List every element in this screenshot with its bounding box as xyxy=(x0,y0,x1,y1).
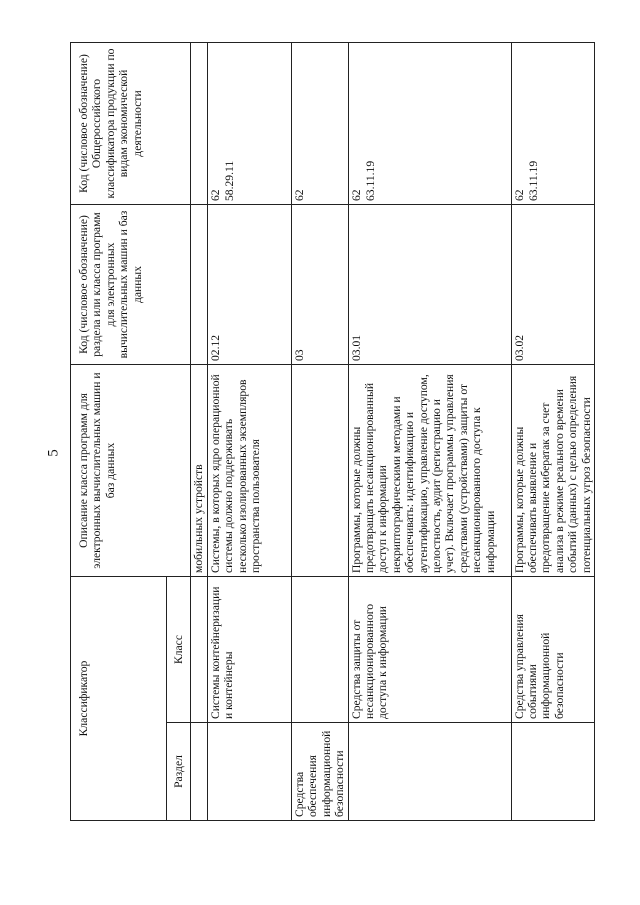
cell-class xyxy=(191,577,208,723)
cell-class-code: 03.01 xyxy=(348,205,511,365)
cell-class xyxy=(292,577,349,723)
header-okpd-code: Код (числовое обозначение) Общероссийского классификатора продукции по видам экономической деятельности xyxy=(71,43,191,205)
cell-description: Программы, которые должны предотвращать несанкционированный доступ к информации некриптографическими методами и обеспечивать: идентификацию и аутентификацию, управление доступом, целостность, аудит (регистрацию и учет). Включает программы управления средствами (устройствами) защиты от несанкционированного доступа к информации xyxy=(348,365,511,577)
header-classifier: Классификатор xyxy=(71,577,167,821)
cell-description: Программы, которые должны обеспечивать выявление и предотвращение кибератак за счет анализа в режиме реального времени событий (данных) с целью определения потенциальных угроз безопасности xyxy=(511,365,594,577)
okpd-code: 63.11.19 xyxy=(526,160,540,201)
okpd-code: 63.11.19 xyxy=(363,160,377,201)
okpd-code: 62 xyxy=(293,189,306,201)
cell-section xyxy=(208,723,292,821)
cell-okpd xyxy=(191,43,208,205)
cell-class: Системы контейнеризации и контейнеры xyxy=(208,577,292,723)
cell-class-code: 03.02 xyxy=(511,205,594,365)
table-row xyxy=(348,43,511,821)
okpd-code: 62 xyxy=(512,189,526,201)
rotated-classifier-table xyxy=(70,43,593,821)
cell-okpd xyxy=(348,43,511,205)
table-row xyxy=(208,43,292,821)
cell-description: Системы, в которых ядро операционной системы должно поддерживать несколько изолированных экземпляров пространства пользователя xyxy=(208,365,292,577)
cell-okpd xyxy=(292,43,349,205)
cell-section xyxy=(348,723,511,821)
cell-okpd xyxy=(208,43,292,205)
cell-class: Средства управления событиями информационной безопасности xyxy=(511,577,594,723)
cell-class: Средства защиты от несанкционированного доступа к информации xyxy=(348,577,511,723)
header-class: Класс xyxy=(167,577,191,723)
okpd-code: 62 xyxy=(209,189,222,201)
cell-class-code: 03 xyxy=(292,205,349,365)
cell-okpd xyxy=(511,43,594,205)
cell-section: Средства обеспечения информационной безопасности xyxy=(292,723,349,821)
okpd-code: 62 xyxy=(349,189,363,201)
header-description: Описание класса программ для электронных вычислительных машин и баз данных xyxy=(71,365,191,577)
cell-description: мобильных устройств xyxy=(191,365,208,577)
page-number: 5 xyxy=(45,449,62,457)
cell-section xyxy=(191,723,208,821)
table-row xyxy=(191,43,208,821)
header-class-code: Код (числовое обозначение) раздела или класса программ для электронных вычислительных машин и баз данных xyxy=(71,205,191,365)
header-section: Раздел xyxy=(167,723,191,821)
cell-class-code xyxy=(191,205,208,365)
cell-section xyxy=(511,723,594,821)
table-row xyxy=(511,43,594,821)
classifier-table xyxy=(70,42,595,821)
table-row xyxy=(292,43,349,821)
cell-description xyxy=(292,365,349,577)
okpd-code: 58.29.11 xyxy=(223,160,236,201)
cell-class-code: 02.12 xyxy=(208,205,292,365)
